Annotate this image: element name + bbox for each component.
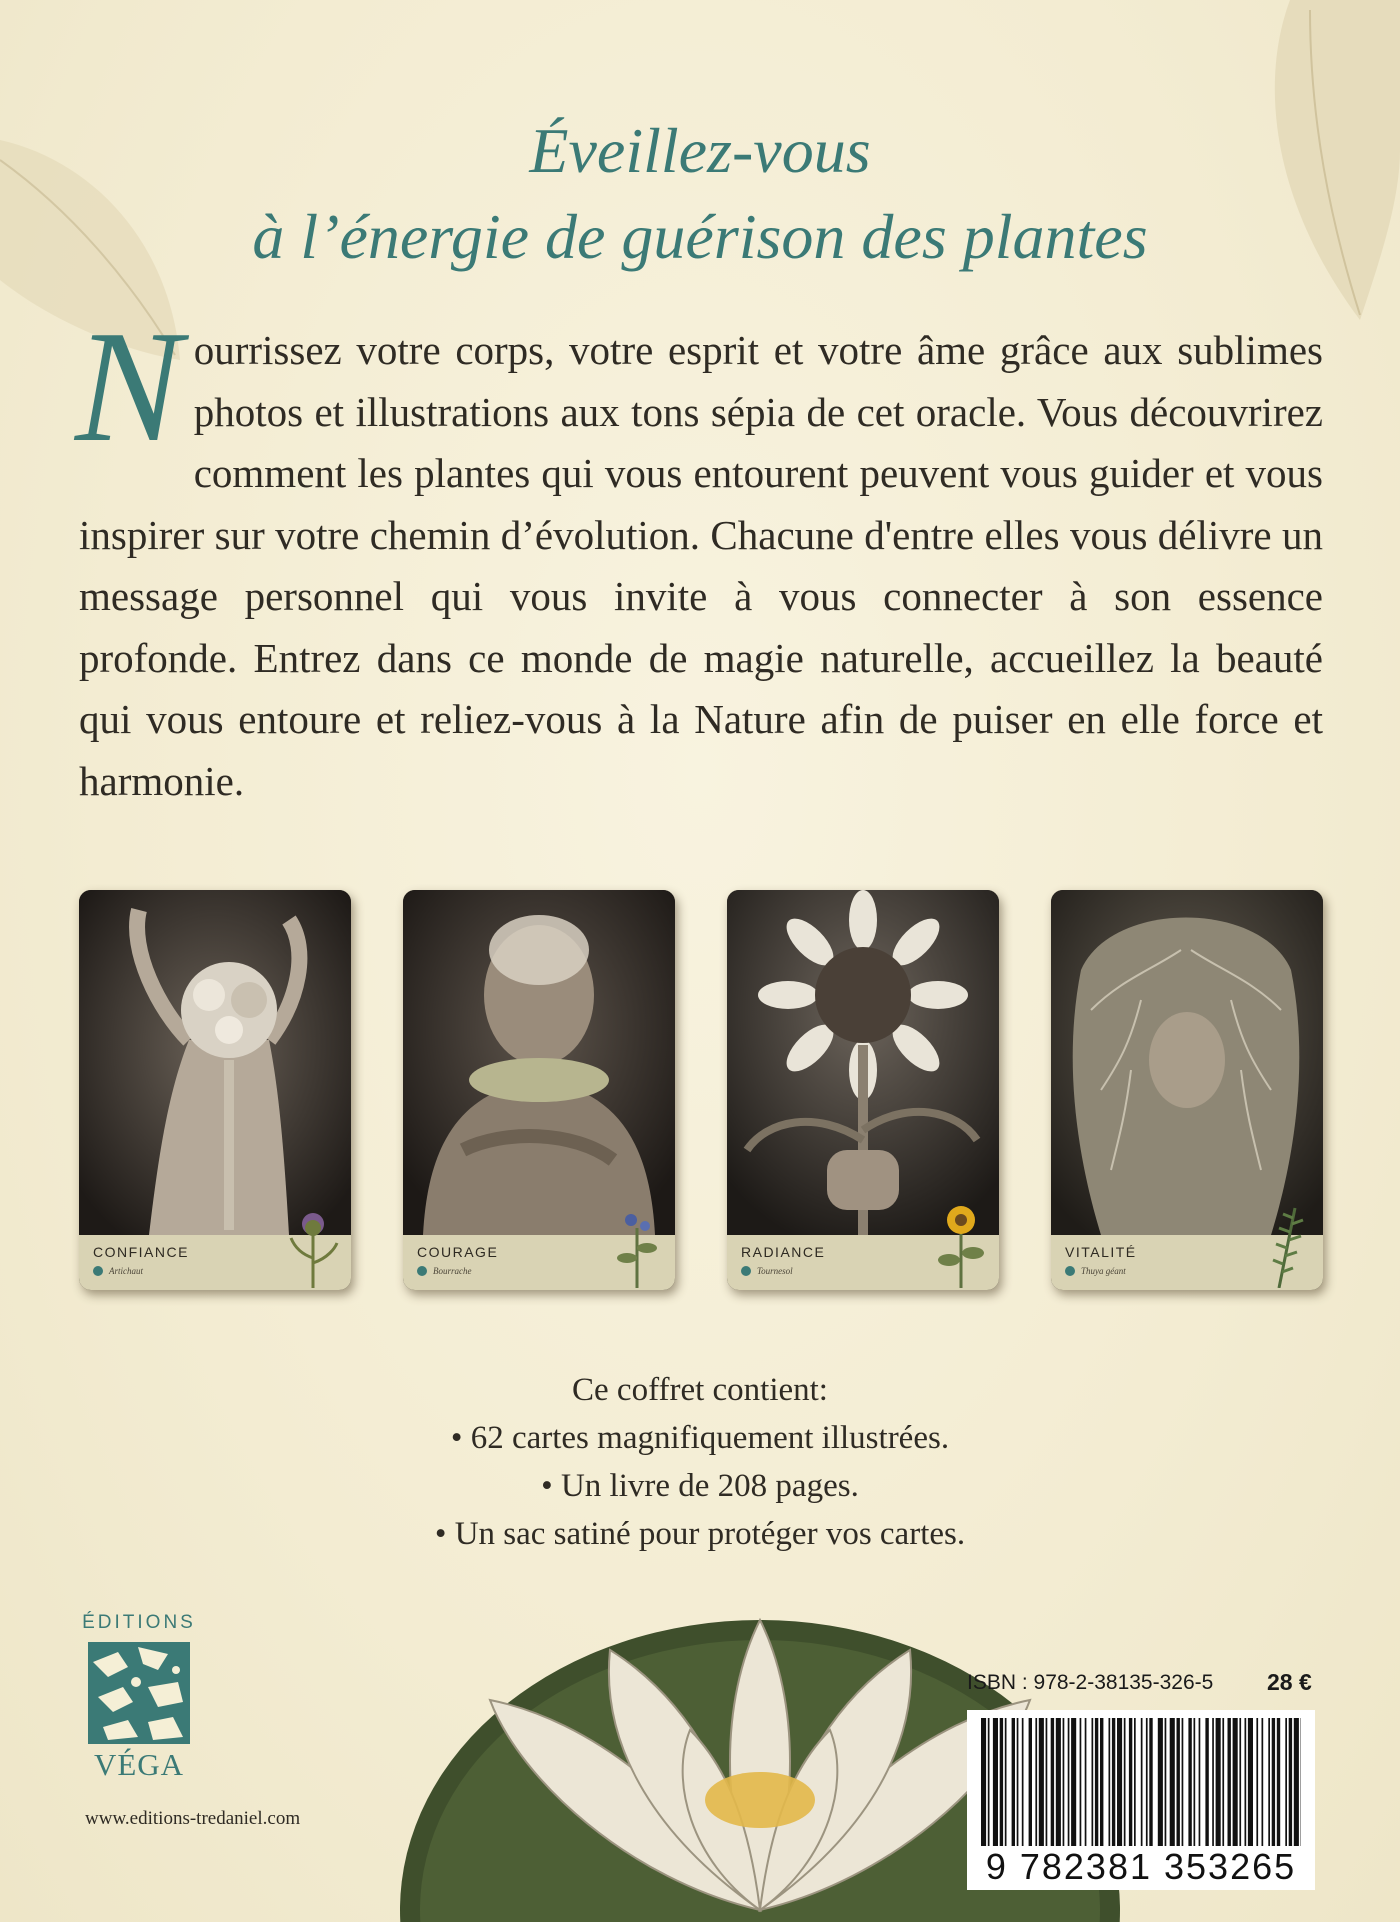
barcode-bars [981, 1718, 1301, 1846]
card-number-badge [741, 1266, 751, 1276]
card-number-badge [93, 1266, 103, 1276]
thuja-icon [1255, 1198, 1315, 1288]
description-text: ourrissez votre corps, votre esprit et votre âme grâce aux sublimes photos et illustrations aux tons sépia de cet oracle. Vous découvrirez comment les plantes qui vous entourent peuvent vous guider et vous inspirer sur votre chemin d’évolution. Chacune d'entre elles vous délivre un message personnel qui vous invite à vous connecter à son essence profonde. Entrez dans ce monde de magie naturelle, accueillez la beauté qui vous entoure et reliez-vous à la Nature afin de puiser en elle force et harmonie. [79, 327, 1323, 804]
card-plant-name: Artichaut [109, 1266, 143, 1276]
publisher-emblem-icon [88, 1642, 190, 1744]
card-photo-radiance [727, 890, 999, 1235]
publisher-logo [78, 1612, 200, 1787]
card-photo-vitalite [1051, 890, 1323, 1235]
borage-icon [607, 1198, 667, 1288]
card-subtitle [741, 1266, 793, 1276]
contents-item: • 62 cartes magnifiquement illustrées. [450, 1420, 950, 1456]
description-paragraph [75, 297, 1323, 812]
card-plant-name: Tournesol [757, 1266, 793, 1276]
isbn-label: ISBN : 978-2-38135-326-5 [967, 1671, 1214, 1694]
barcode [967, 1710, 1315, 1890]
card-subtitle [93, 1266, 143, 1276]
title-line-2: à l’énergie de guérison des plantes [252, 201, 1148, 272]
card-title: RADIANCE [741, 1244, 826, 1260]
publisher-name: VÉGA [93, 1747, 185, 1782]
card-plant-name: Thuya géant [1081, 1266, 1126, 1276]
publisher-website: www.editions-tredaniel.com [85, 1808, 301, 1829]
card-vitalite [1051, 890, 1323, 1290]
card-subtitle [417, 1266, 472, 1276]
price-label: 28 € [1267, 1669, 1312, 1695]
drop-cap: N [75, 297, 182, 475]
card-title: VITALITÉ [1065, 1244, 1137, 1260]
card-subtitle [1065, 1266, 1126, 1276]
sunflower-icon [931, 1198, 991, 1288]
title-line-1: Éveillez-vous [529, 115, 871, 186]
card-title: CONFIANCE [93, 1244, 189, 1260]
contents-item: • Un livre de 208 pages. [541, 1468, 859, 1504]
card-title: COURAGE [417, 1244, 499, 1260]
card-confiance [79, 890, 351, 1290]
card-plant-name: Bourrache [433, 1266, 472, 1276]
barcode-digits: 9 782381 353265 [985, 1846, 1297, 1887]
contents-heading: Ce coffret contient: [572, 1372, 828, 1408]
contents-item: • Un sac satiné pour protéger vos cartes. [434, 1516, 966, 1552]
card-number-badge [417, 1266, 427, 1276]
card-radiance [727, 890, 999, 1290]
artichoke-icon [283, 1198, 343, 1288]
card-photo-courage [403, 890, 675, 1235]
card-photo-confiance [79, 890, 351, 1235]
card-courage [403, 890, 675, 1290]
card-number-badge [1065, 1266, 1075, 1276]
box-contents [0, 1366, 1400, 1558]
cover-title [0, 108, 1400, 280]
publisher-editions-label: ÉDITIONS [82, 1612, 196, 1633]
